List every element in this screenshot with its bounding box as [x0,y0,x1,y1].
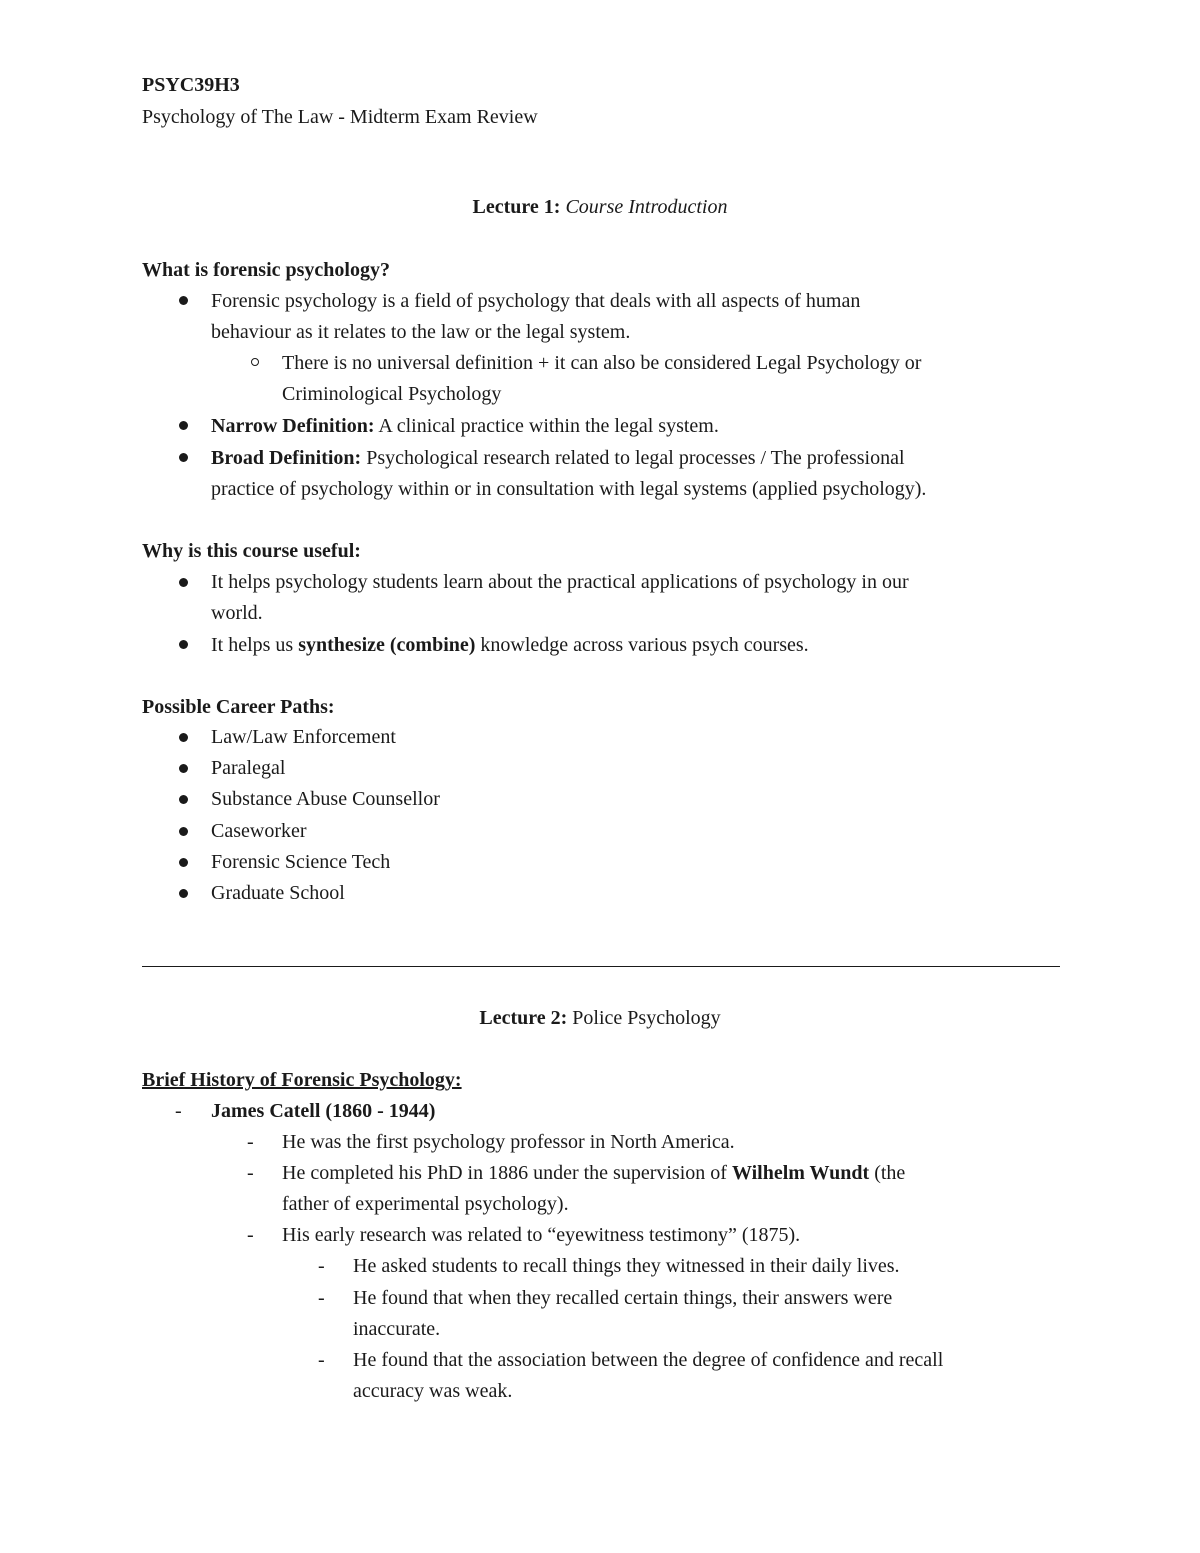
bullet-icon [179,764,188,773]
sub-list-item: He found that when they recalled certain things, their answers were [353,1287,893,1309]
bullet-icon [179,795,188,804]
sub-list-item: He found that the association between the degree of confidence and recall [353,1349,944,1371]
sub-list-item: He asked students to recall things they witnessed in their daily lives. [353,1255,900,1277]
list-item-broad-definition [211,445,905,471]
section-heading-history: Brief History of Forensic Psychology: [142,1069,462,1091]
dash-bullet-icon: - [175,1100,182,1122]
bullet-icon [179,578,188,587]
list-item-continuation: world. [211,602,263,624]
career-item: Paralegal [211,757,286,779]
term-label: Broad Definition: [211,447,362,469]
list-item [282,1160,905,1186]
sub-list-item-continuation: accuracy was weak. [353,1380,513,1402]
list-item: His early research was related to “eyewitness testimony” (1875). [282,1224,801,1246]
list-item: He was the first psychology professor in North America. [282,1131,735,1153]
career-item: Caseworker [211,820,307,842]
sub-list-item: There is no universal definition + it can also be considered Legal Psychology or [282,352,922,374]
sub-list-item-continuation: inaccurate. [353,1318,441,1340]
text-run: knowledge across various psych courses. [475,634,809,656]
career-item: Graduate School [211,882,345,904]
list-item: Forensic psychology is a field of psychology that deals with all aspects of human [211,290,861,312]
term-text: A clinical practice within the legal system. [374,415,719,437]
text-run: It helps us [211,634,299,656]
career-item: Substance Abuse Counsellor [211,788,440,810]
section-heading-careers: Possible Career Paths: [142,696,335,718]
course-title: Psychology of The Law - Midterm Exam Review [142,106,538,128]
career-item: Law/Law Enforcement [211,726,396,748]
course-code: PSYC39H3 [142,74,240,96]
list-item-continuation: behaviour as it relates to the law or the legal system. [211,321,631,343]
lecture-2-title [0,1005,1200,1031]
lecture-2-label: Lecture 2: [479,1007,568,1029]
section-heading-forensic: What is forensic psychology? [142,259,390,281]
list-item-continuation: practice of psychology within or in consultation with legal systems (applied psychology). [211,478,927,500]
dash-bullet-icon: - [318,1287,325,1309]
dash-bullet-icon: - [318,1349,325,1371]
person-heading: James Catell (1860 - 1944) [211,1100,436,1122]
section-heading-useful: Why is this course useful: [142,540,361,562]
text-run: He completed his PhD in 1886 under the supervision of [282,1162,732,1184]
list-item-narrow-definition [211,413,719,439]
dash-bullet-icon: - [247,1224,254,1246]
list-item: It helps psychology students learn about the practical applications of psychology in our [211,571,909,593]
emphasis-name: Wilhelm Wundt [731,1162,870,1184]
bullet-icon [179,421,188,430]
emphasis-term: synthesize (combine) [298,634,476,656]
list-item-continuation: father of experimental psychology). [282,1193,569,1215]
hollow-bullet-icon [251,358,259,366]
bullet-icon [179,827,188,836]
lecture-2-name: Police Psychology [567,1007,721,1029]
bullet-icon [179,640,188,649]
dash-bullet-icon: - [318,1255,325,1277]
lecture-1-title [0,194,1200,220]
bullet-icon [179,296,188,305]
text-run: (the [869,1162,906,1184]
dash-bullet-icon: - [247,1162,254,1184]
dash-bullet-icon: - [247,1131,254,1153]
bullet-icon [179,858,188,867]
lecture-1-name: Course Introduction [565,196,728,218]
list-item [211,632,809,658]
term-text: Psychological research related to legal processes / The professional [361,447,905,469]
bullet-icon [179,733,188,742]
lecture-1-label: Lecture 1: [472,196,561,218]
term-label: Narrow Definition: [211,415,375,437]
bullet-icon [179,889,188,898]
sub-list-item-continuation: Criminological Psychology [282,383,502,405]
career-item: Forensic Science Tech [211,851,391,873]
bullet-icon [179,453,188,462]
horizontal-divider [142,966,1060,967]
